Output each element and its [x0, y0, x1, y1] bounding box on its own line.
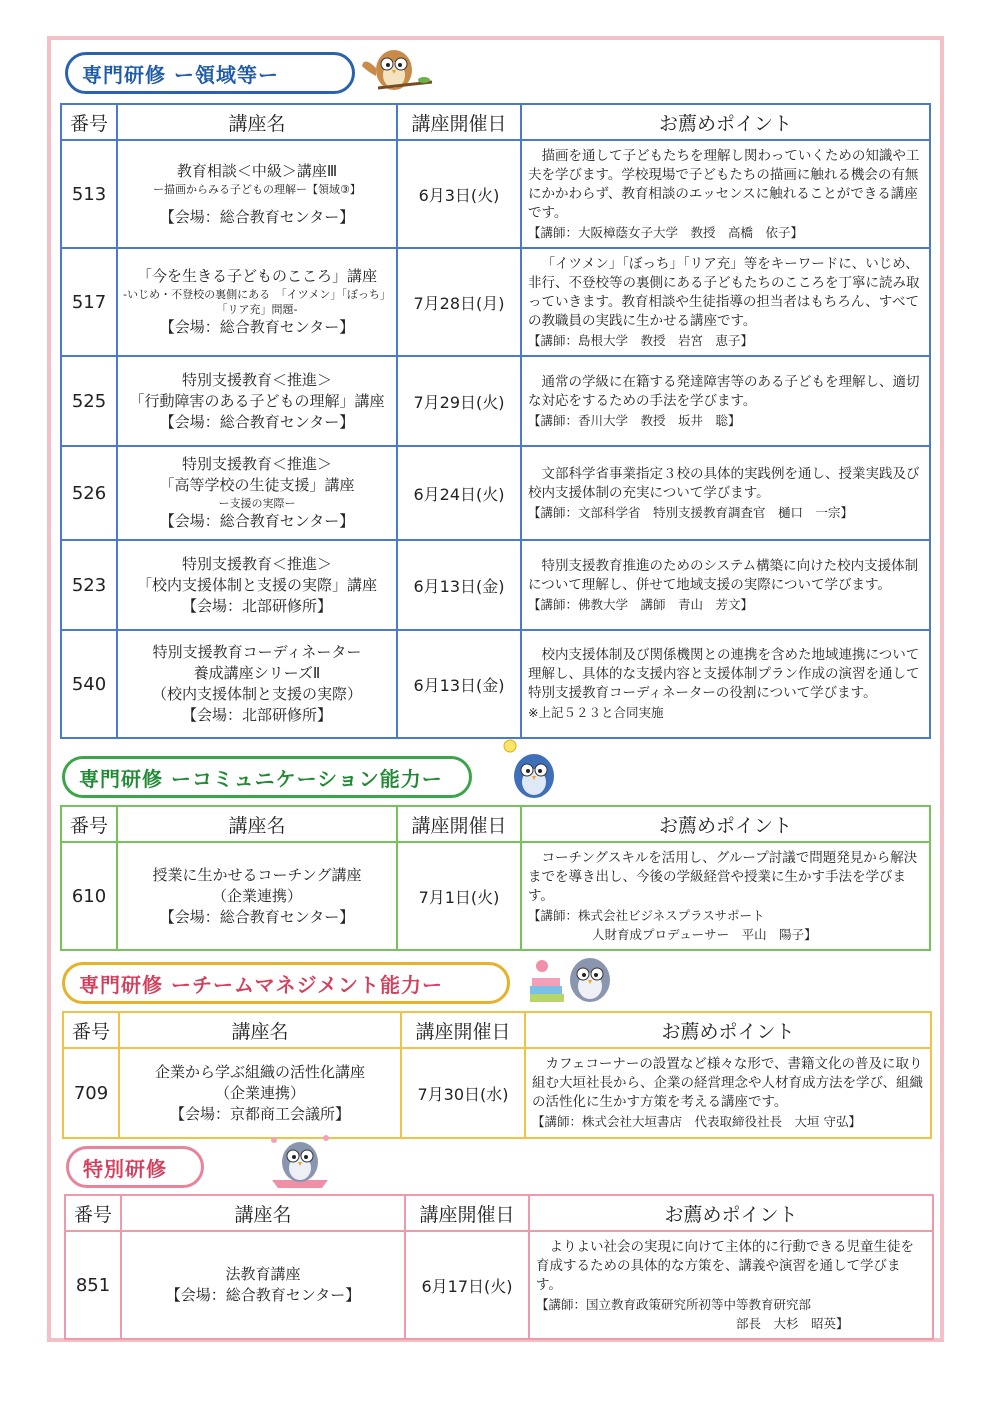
course-name: 「今を生きる子どものこころ」講座 -いじめ・不登校の裏側にある 「イツメン」「ぼっち」「リア充」問題- 【会場：総合教育センター】	[117, 248, 397, 356]
course-point: 描画を通して子どもたちを理解し関わっていくための知識や工夫を学びます。学校現場で子どもたちの描画に触れる機会の有無にかかわらず、教育相談のエッセンスに触れることができる講座です。 【講師：大阪樟蔭女子大学 教授 高橋 依子】	[521, 140, 930, 248]
header-date: 講座開催日	[401, 1012, 525, 1048]
course-date: 7月28日(月)	[397, 248, 521, 356]
course-name: 授業に生かせるコーチング講座 （企業連携） 【会場：総合教育センター】	[117, 842, 397, 950]
header-num: 番号	[61, 104, 117, 140]
course-date: 6月13日(金)	[397, 540, 521, 630]
course-table-communication	[60, 805, 931, 951]
section-title-special: 特別研修	[66, 1146, 204, 1188]
course-date: 7月30日(水)	[401, 1048, 525, 1138]
table-row	[61, 540, 930, 630]
course-point: 文部科学省事業指定３校の具体的実践例を通し、授業実践及び校内支援体制の充実について学びます。 【講師：文部科学省 特別支援教育調査官 樋口 一宗】	[521, 446, 930, 540]
course-date: 6月13日(金)	[397, 630, 521, 738]
table-row	[61, 356, 930, 446]
header-point: お薦めポイント	[521, 806, 930, 842]
course-table-team-management	[62, 1011, 932, 1139]
table-row	[61, 140, 930, 248]
course-name: 企業から学ぶ組織の活性化講座 （企業連携） 【会場：京都商工会議所】	[119, 1048, 401, 1138]
course-number: 517	[61, 248, 117, 356]
course-date: 6月3日(火)	[397, 140, 521, 248]
course-number: 523	[61, 540, 117, 630]
course-point: よりよい社会の実現に向けて主体的に行動できる児童生徒を育成するための具体的な方策を、講義や演習を通して学びます。 【講師：国立教育政策研究所初等中等教育研究部 部長 大杉 昭英】	[529, 1231, 933, 1339]
header-num: 番号	[65, 1195, 121, 1231]
owl-cushion-icon	[266, 1132, 334, 1190]
owl-books-icon	[528, 948, 620, 1008]
table-header-row	[61, 104, 930, 140]
table-row	[61, 446, 930, 540]
course-point: 通常の学級に在籍する発達障害等のある子どもを理解し、適切な対応をするための手法を学びます。 【講師：香川大学 教授 坂井 聡】	[521, 356, 930, 446]
owl-lightbulb-icon	[496, 738, 562, 802]
course-table-domain	[60, 103, 931, 739]
course-name: 特別支援教育＜推進＞ 「行動障害のある子どもの理解」講座 【会場：総合教育センター】	[117, 356, 397, 446]
course-date: 7月29日(火)	[397, 356, 521, 446]
section-title-specialty-domain: 専門研修 ー領域等ー	[65, 52, 355, 94]
course-name: 法教育講座 【会場：総合教育センター】	[121, 1231, 405, 1339]
course-date: 6月17日(火)	[405, 1231, 529, 1339]
table-row	[61, 248, 930, 356]
course-table-special	[64, 1194, 934, 1340]
course-number: 610	[61, 842, 117, 950]
course-point: コーチングスキルを活用し、グループ討議で問題発見から解決までを導き出し、今後の学級経営や授業に生かす手法を学びます。 【講師：株式会社ビジネスプラスサポート 人財育成プロデューサー 平山 陽子】	[521, 842, 930, 950]
course-point: 特別支援教育推進のためのシステム構築に向けた校内支援体制について理解し、併せて地域支援の実際について学びます。 【講師：佛教大学 講師 青山 芳文】	[521, 540, 930, 630]
header-date: 講座開催日	[397, 806, 521, 842]
course-point: カフェコーナーの設置など様々な形で、書籍文化の普及に取り組む大垣社長から、企業の経営理念や人材育成方法を学び、組織の活性化に生かす方策を考える講座です。 【講師：株式会社大垣書店 代表取締役社長 大垣 守弘】	[525, 1048, 931, 1138]
table-header-row	[65, 1195, 933, 1231]
section-title-team-management: 専門研修 ーチームマネジメント能力ー	[62, 962, 510, 1004]
course-number: 526	[61, 446, 117, 540]
header-point: お薦めポイント	[521, 104, 930, 140]
table-row	[61, 630, 930, 738]
table-header-row	[61, 806, 930, 842]
header-num: 番号	[61, 806, 117, 842]
header-point: お薦めポイント	[529, 1195, 933, 1231]
table-row	[65, 1231, 933, 1339]
course-name: 特別支援教育コーディネーター 養成講座シリーズⅡ （校内支援体制と支援の実際） 【会場：北部研修所】	[117, 630, 397, 738]
table-header-row	[63, 1012, 931, 1048]
course-date: 6月24日(火)	[397, 446, 521, 540]
header-name: 講座名	[117, 104, 397, 140]
section-title-communication: 専門研修 ーコミュニケーション能力ー	[62, 756, 472, 798]
course-date: 7月1日(火)	[397, 842, 521, 950]
header-date: 講座開催日	[405, 1195, 529, 1231]
table-row	[61, 842, 930, 950]
course-point: 校内支援体制及び関係機関との連携を含めた地域連携について理解し、具体的な支援内容と支援体制プラン作成の演習を通して特別支援教育コーディネーターの役割について学びます。 ※上記５２３と合同実施	[521, 630, 930, 738]
course-point: 「イツメン」「ぼっち」「リア充」等をキーワードに、いじめ、非行、不登校等の裏側にある子どもたちのこころを丁寧に読み取っていきます。教育相談や生徒指導の担当者はもちろん、すべての教職員の実践に生かせる講座です。 【講師：島根大学 教授 岩宮 恵子】	[521, 248, 930, 356]
header-point: お薦めポイント	[525, 1012, 931, 1048]
course-name: 教育相談＜中級＞講座Ⅲ ー描画からみる子どもの理解ー【領域③】 【会場：総合教育センター】	[117, 140, 397, 248]
table-row	[63, 1048, 931, 1138]
course-number: 709	[63, 1048, 119, 1138]
course-name: 特別支援教育＜推進＞ 「校内支援体制と支援の実際」講座 【会場：北部研修所】	[117, 540, 397, 630]
course-name: 特別支援教育＜推進＞ 「高等学校の生徒支援」講座 ー支援の実際ー 【会場：総合教育センター】	[117, 446, 397, 540]
course-number: 513	[61, 140, 117, 248]
course-number: 525	[61, 356, 117, 446]
course-number: 540	[61, 630, 117, 738]
owl-mascot-icon	[358, 42, 438, 94]
header-date: 講座開催日	[397, 104, 521, 140]
header-name: 講座名	[121, 1195, 405, 1231]
header-name: 講座名	[117, 806, 397, 842]
header-name: 講座名	[119, 1012, 401, 1048]
course-number: 851	[65, 1231, 121, 1339]
header-num: 番号	[63, 1012, 119, 1048]
